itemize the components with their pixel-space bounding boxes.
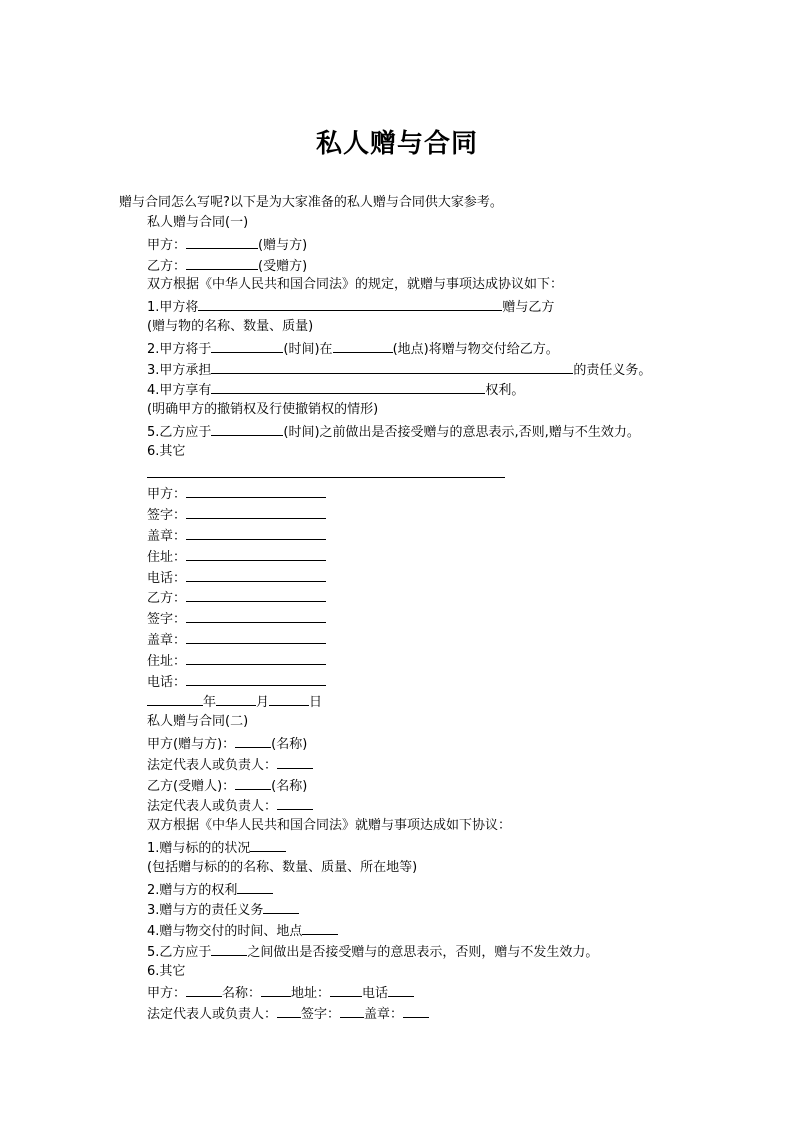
blank-field xyxy=(147,691,203,706)
blank-field xyxy=(269,691,309,706)
c2-item1: 1.赠与标的的状况 xyxy=(147,837,651,858)
intro-paragraph: 赠与合同怎么写呢?以下是为大家准备的私人赠与合同供大家参考。 xyxy=(119,195,503,210)
document-title: 私人赠与合同 xyxy=(315,129,478,159)
blank-field xyxy=(186,629,326,644)
blank-field xyxy=(211,359,573,374)
blank-field xyxy=(186,982,222,997)
blank-field xyxy=(211,941,247,956)
blank-field xyxy=(340,1003,364,1018)
blank-field xyxy=(235,775,271,790)
blank-field xyxy=(186,483,326,498)
blank-field xyxy=(277,754,313,769)
blank-field xyxy=(403,1003,429,1018)
blank-field xyxy=(186,546,326,561)
blank-field xyxy=(261,982,291,997)
blank-field xyxy=(235,733,271,748)
c2-item6: 6.其它 xyxy=(147,963,186,979)
blank-field xyxy=(186,234,258,249)
blank-field xyxy=(211,379,485,394)
blank-field xyxy=(330,982,362,997)
c2-item2: 2.赠与方的权利 xyxy=(147,879,651,900)
contract2-heading: 私人赠与合同(二) xyxy=(147,714,249,730)
blank-field xyxy=(186,650,326,665)
c2-item4: 4.赠与物交付的时间、地点 xyxy=(147,920,651,941)
c1-item2: 2.甲方将于 (时间)在 (地点)将赠与物交付给乙方。 xyxy=(147,338,651,359)
c1-item1-note: (赠与物的名称、数量、质量) xyxy=(147,318,314,334)
blank-field xyxy=(186,567,326,582)
c1-item5: 5.乙方应于 (时间)之前做出是否接受赠与的意思表示,否则,赠与不生效力。 xyxy=(147,421,651,442)
blank-field xyxy=(186,587,326,602)
blank-field xyxy=(186,504,326,519)
c1-sign-phone: 电话： xyxy=(147,567,651,588)
blank-field xyxy=(277,1003,301,1018)
blank-field xyxy=(186,525,326,540)
c1-item6: 6.其它 xyxy=(147,443,186,459)
c2-party-a-sign-line: 甲方： 名称： 地址： 电话 xyxy=(147,982,651,1003)
blank-field xyxy=(186,255,258,270)
blank-field xyxy=(211,338,283,353)
c1-sign-address-b: 住址： xyxy=(147,650,651,671)
c1-preamble: 双方根据《中华人民共和国合同法》的规定，就赠与事项达成协议如下： xyxy=(147,277,564,293)
c2-item3: 3.赠与方的责任义务 xyxy=(147,899,651,920)
c1-party-b-line: 乙方： (受赠方) xyxy=(147,255,651,276)
c2-preamble: 双方根据《中华人民共和国合同法》就赠与事项达成如下协议： xyxy=(147,818,512,834)
blank-field xyxy=(302,920,338,935)
blank-field xyxy=(333,338,393,353)
c1-sign-seal-b: 盖章： xyxy=(147,629,651,650)
c2-rep-a-line: 法定代表人或负责人： xyxy=(147,754,651,775)
blank-field xyxy=(277,795,313,810)
c2-party-a-line: 甲方(赠与方)： (名称) xyxy=(147,733,651,754)
c1-item1: 1.甲方将 赠与乙方 xyxy=(147,296,651,317)
c1-sign-phone-b: 电话： xyxy=(147,671,651,692)
c1-other-line xyxy=(147,463,651,484)
contract-body xyxy=(147,213,651,1024)
c1-item4-note: (明确甲方的撤销权及行使撤销权的情形) xyxy=(147,402,379,418)
c1-sign-address: 住址： xyxy=(147,546,651,567)
c2-party-b-line: 乙方(受赠人)： (名称) xyxy=(147,775,651,796)
blank-field xyxy=(263,899,299,914)
c2-rep-sign-line: 法定代表人或负责人： 签字： 盖章： xyxy=(147,1003,651,1024)
c1-party-a-line: 甲方： (赠与方) xyxy=(147,234,651,255)
c1-sign-signature: 签字： xyxy=(147,504,651,525)
c1-sign-party-b: 乙方： xyxy=(147,587,651,608)
c1-item3: 3.甲方承担 的责任义务。 xyxy=(147,359,651,380)
blank-field xyxy=(211,421,283,436)
blank-field xyxy=(147,463,505,478)
blank-field xyxy=(250,837,286,852)
c1-date-line: 年 月 日 xyxy=(147,691,651,712)
c1-sign-party-a: 甲方： xyxy=(147,483,651,504)
c1-sign-signature-b: 签字： xyxy=(147,608,651,629)
blank-field xyxy=(186,671,326,686)
c1-sign-seal: 盖章： xyxy=(147,525,651,546)
c1-item4: 4.甲方享有 权利。 xyxy=(147,379,651,400)
blank-field xyxy=(186,608,326,623)
blank-field xyxy=(216,691,256,706)
c2-item5: 5.乙方应于 之间做出是否接受赠与的意思表示，否则，赠与不发生效力。 xyxy=(147,941,651,962)
contract1-heading: 私人赠与合同(一) xyxy=(147,215,249,230)
blank-field xyxy=(237,879,273,894)
blank-field xyxy=(198,296,502,311)
c2-rep-b-line: 法定代表人或负责人： xyxy=(147,795,651,816)
c2-item1-note: (包括赠与标的的名称、数量、质量、所在地等) xyxy=(147,859,418,875)
blank-field xyxy=(388,982,414,997)
